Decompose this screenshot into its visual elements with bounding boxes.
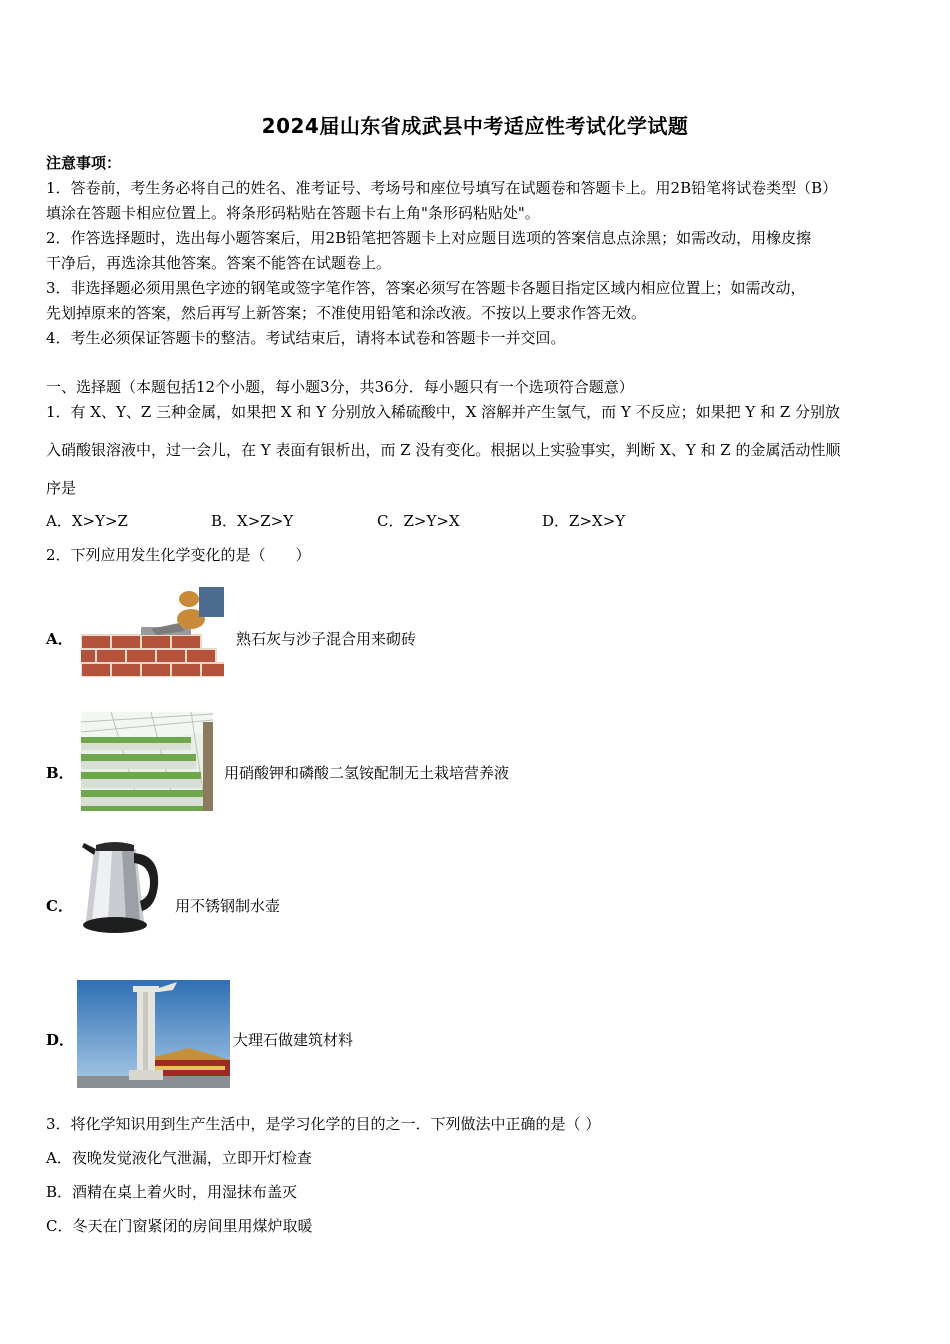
greenhouse-photo-icon bbox=[81, 712, 213, 811]
notes-line: 填涂在答题卡相应位置上。将条形码粘贴在答题卡右上角"条形码粘贴处"。 bbox=[46, 204, 540, 222]
q2-option-b-text: 用硝酸钾和磷酸二氢铵配制无土栽培营养液 bbox=[224, 764, 510, 782]
notes-heading: 注意事项： bbox=[46, 154, 122, 172]
q1-stem-line: 1．有 X、Y、Z 三种金属，如果把 X 和 Y 分别放入稀硫酸中，X 溶解并产生氢气，而 Y 不反应；如果把 Y 和 Z 分别放 bbox=[46, 403, 841, 421]
q2-option-d-letter: D． bbox=[46, 1031, 75, 1049]
notes-line: 1．答卷前，考生务必将自己的姓名、准考证号、考场号和座位号填写在试题卷和答题卡上。用2B铅笔将试卷类型（B） bbox=[46, 179, 838, 197]
q3-option-c: C．冬天在门窗紧闭的房间里用煤炉取暖 bbox=[46, 1217, 313, 1235]
q2-option-c-letter: C． bbox=[46, 897, 73, 915]
q1-option-a: A．X>Y>Z bbox=[46, 512, 128, 530]
notes-line: 先划掉原来的答案，然后再写上新答案；不准使用铅笔和涂改液。不按以上要求作答无效。 bbox=[46, 304, 647, 322]
q1-stem-line: 序是 bbox=[46, 479, 77, 497]
notes-line: 4．考生必须保证答题卡的整洁。考试结束后，请将本试卷和答题卡一并交回。 bbox=[46, 329, 566, 347]
page-title: 2024届山东省成武县中考适应性考试化学试题 bbox=[261, 114, 689, 138]
q2-option-c-text: 用不锈钢制水壶 bbox=[175, 897, 281, 915]
q3-stem: 3．将化学知识用到生产生活中，是学习化学的目的之一．下列做法中正确的是（ ） bbox=[46, 1115, 601, 1133]
q1-option-c: C．Z>Y>X bbox=[377, 512, 460, 530]
q2-option-a-letter: A． bbox=[46, 630, 73, 648]
notes-line: 3．非选择题必须用黑色字迹的钢笔或签字笔作答，答案必须写在答题卡各题目指定区域内相应位置上；如需改动， bbox=[46, 279, 806, 297]
notes-line: 2．作答选择题时，选出每小题答案后，用2B铅笔把答题卡上对应题目选项的答案信息点涂黑；如需改动，用橡皮擦 bbox=[46, 229, 812, 247]
q3-option-a: A．夜晚发觉液化气泄漏，立即开灯检查 bbox=[46, 1149, 312, 1167]
q2-option-b-letter: B． bbox=[46, 764, 74, 782]
q2-option-d-text: 大理石做建筑材料 bbox=[233, 1031, 354, 1049]
q3-option-b: B．酒精在桌上着火时，用湿抹布盖灭 bbox=[46, 1183, 298, 1201]
q1-option-d: D．Z>X>Y bbox=[542, 512, 626, 530]
q1-option-b: B．X>Z>Y bbox=[211, 512, 294, 530]
notes-line: 干净后，再选涂其他答案。答案不能答在试题卷上。 bbox=[46, 254, 392, 272]
bricklaying-photo-icon bbox=[81, 583, 224, 677]
section-heading: 一、选择题（本题包括12个小题，每小题3分，共36分．每小题只有一个选项符合题意） bbox=[46, 378, 634, 396]
q2-option-a-text: 熟石灰与沙子混合用来砌砖 bbox=[236, 630, 417, 648]
q2-stem: 2．下列应用发生化学变化的是（ ） bbox=[46, 546, 311, 564]
q1-stem-line: 入硝酸银溶液中，过一会儿，在 Y 表面有银析出，而 Z 没有变化。根据以上实验事实，判断 X、Y 和 Z 的金属活动性顺 bbox=[46, 441, 841, 459]
marble-column-photo-icon bbox=[77, 980, 230, 1088]
kettle-photo-icon bbox=[78, 841, 162, 939]
